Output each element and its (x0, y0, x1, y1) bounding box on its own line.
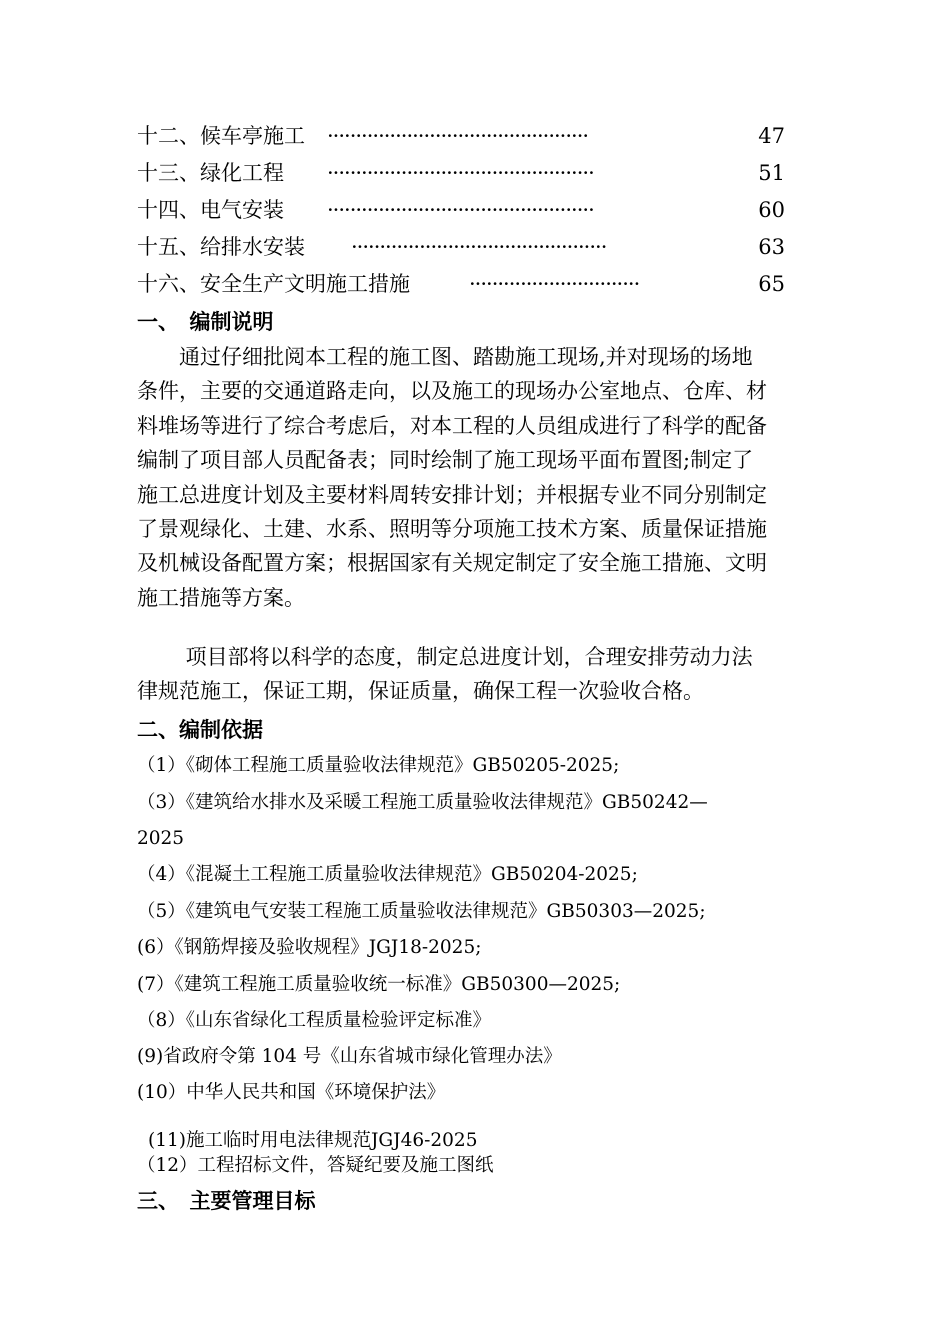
toc-page-number: 63 (758, 235, 785, 259)
toc-page-number: 60 (758, 198, 785, 222)
toc-page-number: 65 (758, 272, 785, 296)
reference-item: 2025 (137, 828, 185, 849)
paragraph-line: 施工总进度计划及主要材料周转安排计划；并根据专业不同分别制定 (137, 482, 767, 507)
paragraph-line: 条件，主要的交通道路走向，以及施工的现场办公室地点、仓库、材 (137, 379, 767, 404)
toc-label: 十五、给排水安装 (137, 235, 305, 259)
reference-item: （3）《建筑给水排水及采暖工程施工质量验收法律规范》GB50242— (137, 792, 708, 813)
paragraph-line: 了景观绿化、土建、水系、照明等分项施工技术方案、质量保证措施 (137, 517, 767, 542)
paragraph-line: 律规范施工，保证工期，保证质量，确保工程一次验收合格。 (137, 679, 704, 704)
body-paragraph (137, 340, 817, 615)
paragraph-line: 施工措施等方案。 (137, 585, 305, 610)
reference-item: (10）中华人民共和国《环境保护法》 (137, 1082, 446, 1103)
toc-page-number: 47 (758, 124, 785, 148)
section-heading: 二、编制依据 (137, 718, 263, 742)
paragraph-line: 料堆场等进行了综合考虑后，对本工程的人员组成进行了科学的配备 (137, 413, 767, 438)
toc-label: 十四、电气安装 (137, 198, 284, 222)
toc-leader-dots: ············································· (351, 235, 607, 259)
toc-leader-dots: ··············································· (327, 161, 594, 185)
toc-row (137, 121, 785, 151)
paragraph-line: 项目部将以科学的态度，制定总进度计划，合理安排劳动力法 (137, 645, 753, 669)
paragraph-line: 通过仔细批阅本工程的施工图、踏勘施工现场,并对现场的场地 (137, 345, 753, 369)
section-heading: 三、 主要管理目标 (137, 1189, 316, 1213)
toc-row (137, 269, 785, 299)
reference-item: (7）《建筑工程施工质量验收统一标准》GB50300—2025; (137, 974, 621, 995)
reference-item: （4）《混凝土工程施工质量验收法律规范》GB50204-2025; (137, 864, 638, 885)
reference-item: （12）工程招标文件，答疑纪要及施工图纸 (137, 1155, 494, 1176)
reference-item: （1）《砌体工程施工质量验收法律规范》GB50205-2025; (137, 755, 620, 776)
toc-page-number: 51 (758, 161, 785, 185)
toc-row (137, 232, 785, 262)
paragraph-line: 编制了项目部人员配备表；同时绘制了施工现场平面布置图;制定了 (137, 448, 754, 473)
reference-item: (11)施工临时用电法律规范JGJ46-2025 (148, 1130, 478, 1151)
section-heading: 一、 编制说明 (137, 310, 274, 334)
reference-item: （5）《建筑电气安装工程施工质量验收法律规范》GB50303—2025; (137, 901, 706, 922)
toc-label: 十二、候车亭施工 (137, 124, 305, 148)
toc-row (137, 195, 785, 225)
toc-leader-dots: ·············································· (327, 124, 589, 148)
reference-item: (6）《钢筋焊接及验收规程》JGJ18-2025; (137, 937, 482, 958)
toc-label: 十六、安全生产文明施工措施 (137, 272, 410, 296)
toc-leader-dots: ··············································· (327, 198, 594, 222)
paragraph-line: 及机械设备配置方案；根据国家有关规定制定了安全施工措施、文明 (137, 551, 767, 576)
toc-label: 十三、绿化工程 (137, 161, 284, 185)
reference-item: (9)省政府令第 104 号《山东省城市绿化管理办法》 (137, 1046, 562, 1067)
reference-item: （8）《山东省绿化工程质量检验评定标准》 (137, 1010, 492, 1031)
toc-row (137, 158, 785, 188)
body-paragraph (137, 640, 817, 709)
toc-leader-dots: ······························ (469, 272, 640, 296)
